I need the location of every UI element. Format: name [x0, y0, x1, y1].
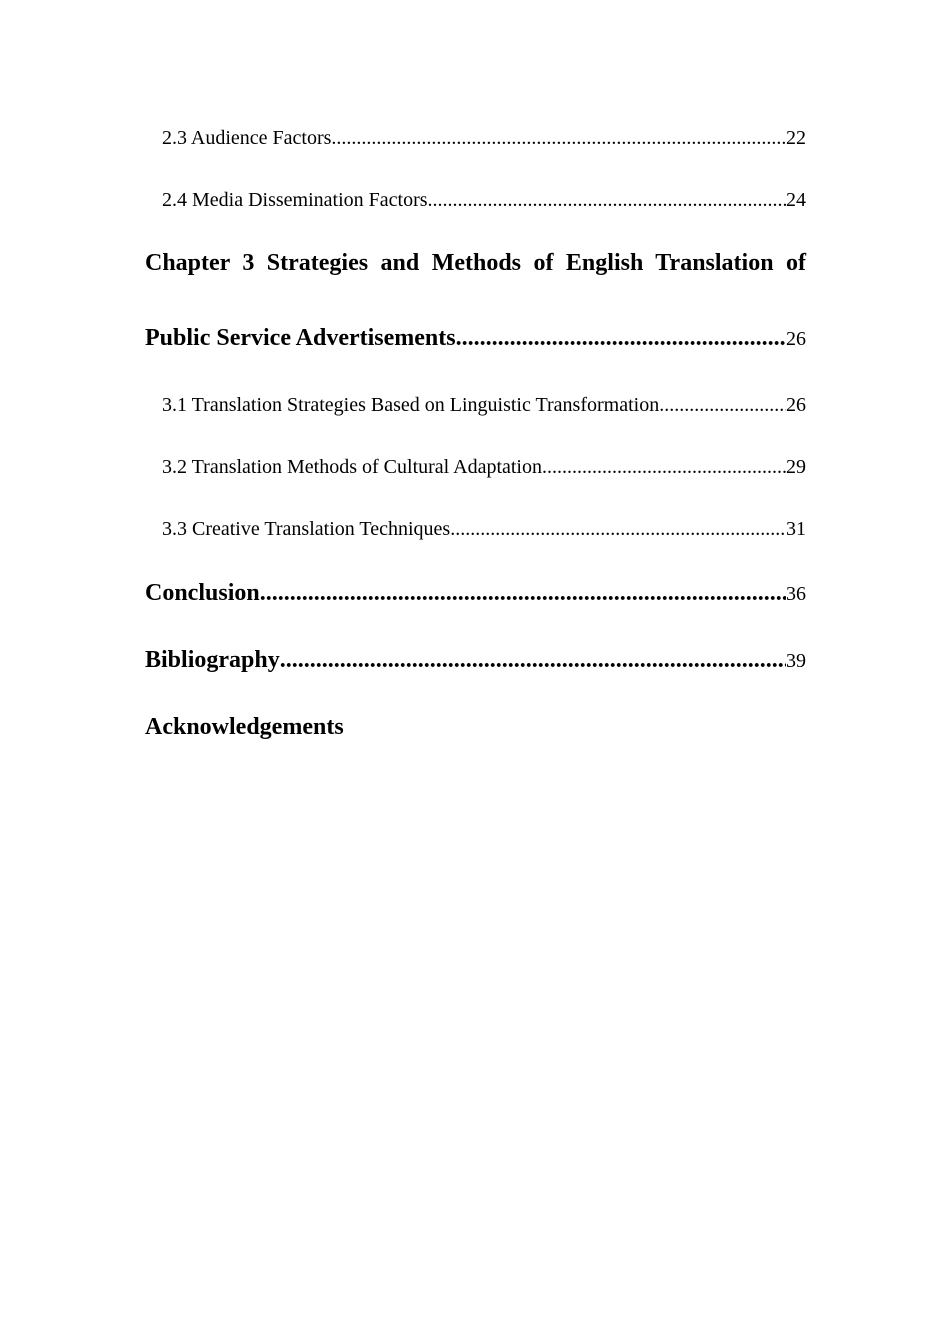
toc-page-number: 22 — [786, 127, 806, 149]
toc-entry-title: 3.1 Translation Strategies Based on Linguistic Transformation — [162, 394, 660, 416]
toc-chapter-3-title-line1[interactable]: Chapter 3 Strategies and Methods of English Translation of — [145, 250, 806, 276]
dot-leader — [428, 189, 786, 212]
toc-page-number: 36 — [786, 583, 806, 605]
toc-conclusion[interactable] — [145, 580, 806, 607]
toc-entry-title: 3.3 Creative Translation Techniques — [162, 518, 451, 540]
toc-entry-title: 2.3 Audience Factors — [162, 127, 332, 149]
toc-entry-title: 3.2 Translation Methods of Cultural Adaptation — [162, 456, 542, 478]
dot-leader — [456, 325, 786, 352]
dot-leader — [450, 518, 786, 541]
toc-page-number: 26 — [786, 328, 806, 350]
toc-entry-3-1[interactable] — [162, 394, 806, 417]
toc-page-number: 39 — [786, 650, 806, 672]
toc-page-number: 29 — [786, 456, 806, 478]
toc-entry-title: Bibliography — [145, 647, 280, 673]
dot-leader — [280, 647, 786, 674]
toc-page-number: 24 — [786, 189, 806, 211]
toc-chapter-3[interactable] — [145, 325, 806, 352]
dot-leader — [260, 580, 786, 607]
toc-entry-3-3[interactable] — [162, 518, 806, 541]
toc-entry-2-4[interactable] — [162, 189, 806, 212]
toc-entry-title: 2.4 Media Dissemination Factors — [162, 189, 428, 211]
toc-entry-title: Conclusion — [145, 580, 260, 606]
dot-leader — [659, 394, 786, 417]
toc-entry-title: Public Service Advertisements — [145, 325, 456, 351]
dot-leader — [331, 127, 786, 150]
toc-entry-2-3[interactable] — [162, 127, 806, 150]
toc-page-number: 31 — [786, 518, 806, 540]
toc-bibliography[interactable] — [145, 647, 806, 674]
dot-leader — [542, 456, 786, 479]
toc-acknowledgements[interactable] — [145, 714, 806, 741]
toc-page-number: 26 — [786, 394, 806, 416]
toc-entry-title: Acknowledgements — [145, 714, 344, 740]
toc-entry-3-2[interactable] — [162, 456, 806, 479]
